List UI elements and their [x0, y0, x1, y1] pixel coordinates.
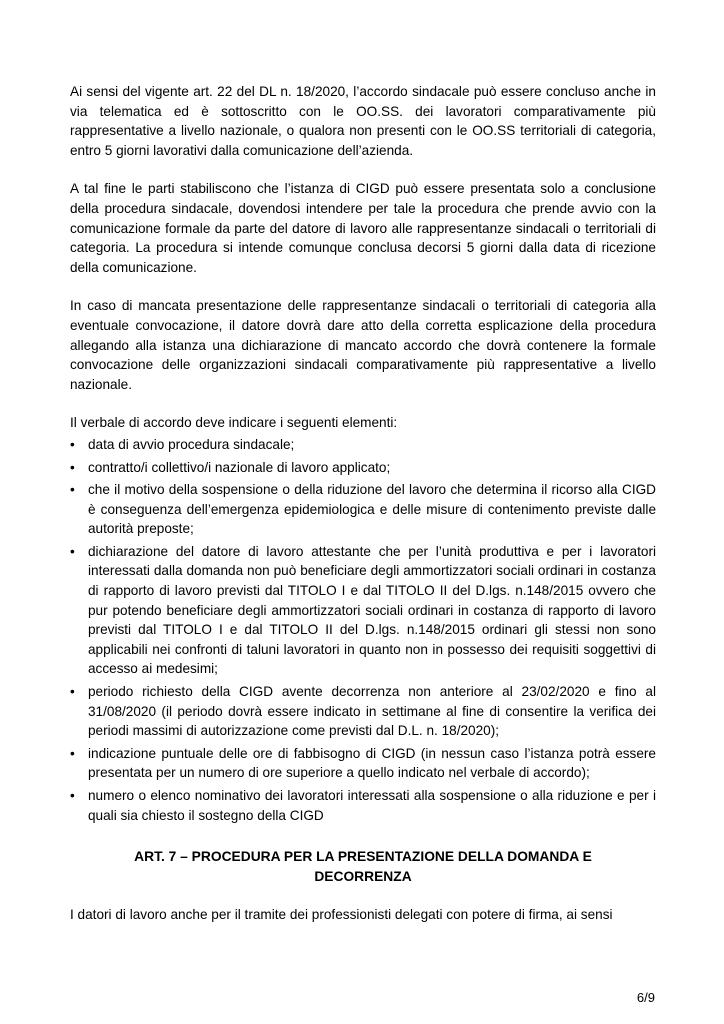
bullet-icon: •	[70, 745, 75, 761]
paragraph-closing: I datori di lavoro anche per il tramite dei professionisti delegati con potere di firma, ai sensi	[70, 907, 613, 923]
list-item-text: periodo richiesto della CIGD avente decorrenza non anteriore al 23/02/2020 e fino al 31/08/2020 (il periodo dovrà essere indicato in settimane al fine di consentire la verifica dei periodi massimi di autorizzazione come previsti dal D.L. n. 18/2020);	[88, 684, 656, 739]
list-item	[70, 542, 656, 679]
bullet-icon: •	[70, 459, 75, 475]
bullet-icon: •	[70, 788, 75, 803]
list-item	[70, 435, 656, 455]
list-item	[70, 480, 656, 539]
list-item-text: dichiarazione del datore di lavoro attestante che per l’unità produttiva e per i lavoratori interessati dalla domanda non può beneficiare degli ammortizzatori sociali ordinari in costanza di rapporto di lavoro previsti dal TITOLO I e dal TITOLO II del D.lgs. n.148/2015 ovvero che pur potendo beneficiare degli ammortizzatori sociali ordinari in costanza di rapporto di lavoro previsti dal TITOLO I e dal TITOLO II del D.lgs. n.148/2015 ordinari gli stessi non sono applicabili nei confronti di taluni lavoratori in quanto non in possesso dei requisiti soggettivi di accesso ai medesimi;	[88, 543, 656, 677]
bullet-icon: •	[70, 684, 75, 700]
paragraph-3: In caso di mancata presentazione delle rappresentanze sindacali o territoriali di categoria alla eventuale convocazione, il datore dovrà dare atto della corretta esplicazione della procedura allegando alla istanza una dichiarazione di mancato accordo che dovrà contenere la formale convocazione delle organizzazioni sindacali comparativamente più rappresentative a livello nazionale.	[70, 298, 656, 392]
document-body	[70, 82, 656, 925]
list-item-text: data di avvio procedura sindacale;	[88, 436, 295, 452]
bullet-icon: •	[70, 543, 75, 559]
paragraph-2: A tal fine le parti stabiliscono che l’istanza di CIGD può essere presentata solo a conclusione della procedura sindacale, dovendosi intendere per tale la procedura che prende avvio con la comunicazione formale da parte del datore di lavoro alle rappresentanze sindacali o territoriali di categoria. La procedura si intende comunque conclusa decorsi 5 giorni dalla data di ricezione della comunicazione.	[70, 181, 656, 275]
paragraph-1: Ai sensi del vigente art. 22 del DL n. 18/2020, l’accordo sindacale può essere concluso anche in via telematica ed è sottoscritto con le OO.SS. dei lavoratori comparativamente più rappresentative a livello nazionale, o qualora non presenti con le OO.SS territoriali di categoria, entro 5 giorni lavorativi dalla comunicazione dell’azienda.	[70, 84, 656, 158]
section-heading-art-7: ART. 7 – PROCEDURA PER LA PRESENTAZIONE DELLA DOMANDA E DECORRENZA	[134, 849, 592, 885]
bullet-icon: •	[70, 482, 75, 498]
page-number: 6/9	[636, 990, 655, 1005]
list-item	[70, 682, 656, 741]
list-item	[70, 458, 656, 478]
list-item-text: che il motivo della sospensione o della riduzione del lavoro che determina il ricorso alla CIGD è conseguenza dell’emergenza epidemiologica e delle misure di contenimento previste dalle autorità preposte;	[88, 482, 656, 537]
list-item	[70, 786, 656, 825]
requirements-list	[70, 435, 656, 825]
list-item-text: indicazione puntuale delle ore di fabbisogno di CIGD (in nessun caso l’istanza potrà essere presentata per un numero di ore superiore a quello indicato nel verbale di accordo);	[88, 745, 656, 781]
list-item-text: numero o elenco nominativo dei lavoratori interessati alla sospensione o alla riduzione e per i quali sia chiesto il sostegno della CIGD	[88, 788, 656, 823]
bullet-icon: •	[70, 436, 75, 452]
list-intro: Il verbale di accordo deve indicare i seguenti elementi:	[70, 415, 398, 431]
list-item-text: contratto/i collettivo/i nazionale di lavoro applicato;	[88, 459, 391, 475]
list-item	[70, 744, 656, 783]
